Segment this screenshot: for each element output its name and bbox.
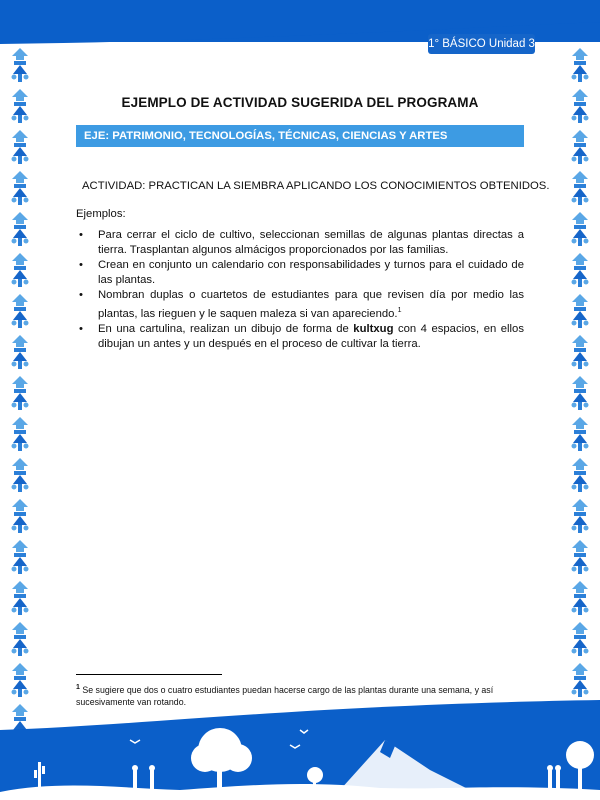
pattern-motif-icon [570,130,590,164]
pattern-motif-icon [570,458,590,492]
list-item: • Nombran duplas o cuartetos de estudiantes para que revisen día por medio las plantas, las rieguen y le saquen maleza si van apareciendo.$^1$ [79,289,524,320]
footnote-ref[interactable]: 1 [397,307,402,314]
pattern-motif-icon [570,581,590,615]
list-item: • Para cerrar el ciclo de cultivo, seleccionan semillas de algunas plantas directas a tierra. Trasplantan algunos almácigos proporcionados por las familias. [79,229,524,256]
pattern-motif-icon [570,212,590,246]
pattern-motif-icon [10,335,30,369]
list-item: • Crean en conjunto un calendario con responsabilidades y turnos para el cuidado de las plantas. [79,259,524,286]
pattern-motif-icon [570,48,590,82]
footnote-divider [76,674,222,675]
pattern-motif-icon [570,417,590,451]
pattern-motif-icon [10,294,30,328]
pattern-motif-icon [10,376,30,410]
pattern-motif-icon [10,581,30,615]
footnote: $^1$ Se sugiere que dos o cuatro estudiantes puedan hacerse cargo de las plantas durante una semana, y así sucesivamente van rotando. [76,684,494,707]
pattern-motif-icon [570,294,590,328]
examples-label: Ejemplos: [76,208,126,220]
bullet-icon: • [79,289,83,301]
bullet-icon: • [79,323,83,335]
pattern-motif-icon [570,335,590,369]
examples-list [76,228,524,352]
pattern-motif-icon [10,253,30,287]
pattern-motif-icon [570,622,590,656]
pattern-motif-icon [570,540,590,574]
right-decorative-border [570,48,590,748]
pattern-motif-icon [570,663,590,697]
pattern-motif-icon [570,376,590,410]
kultxug-term: kultxug [353,323,394,335]
pattern-motif-icon [10,171,30,205]
list-item: • En una cartulina, realizan un dibujo de forma de kultxug con 4 espacios, en ellos dibujan un antes y un después en el proceso de cultivar la tierra. [79,323,524,350]
pattern-motif-icon [10,622,30,656]
bullet-icon: • [79,259,83,271]
pattern-motif-icon [570,499,590,533]
activity-heading: ACTIVIDAD: PRACTICAN LA SIEMBRA APLICANDO LOS CONOCIMIENTOS OBTENIDOS. [82,180,550,192]
pattern-motif-icon [10,130,30,164]
pattern-motif-icon [10,540,30,574]
eje-banner: EJE: PATRIMONIO, TECNOLOGÍAS, TÉCNICAS, CIENCIAS Y ARTES ANCESTRALES [76,125,524,147]
pattern-motif-icon [10,499,30,533]
pattern-motif-icon [570,253,590,287]
bullet-icon: • [79,229,83,241]
pattern-motif-icon [10,458,30,492]
landscape-footer-banner [0,700,600,800]
pattern-motif-icon [10,663,30,697]
pattern-motif-icon [570,171,590,205]
pattern-motif-icon [10,48,30,82]
pattern-motif-icon [570,89,590,123]
pattern-motif-icon [10,212,30,246]
page-title: EJEMPLO DE ACTIVIDAD SUGERIDA DEL PROGRAMA [121,95,479,110]
pattern-motif-icon [10,89,30,123]
pattern-motif-icon [10,417,30,451]
grade-unit-badge: 1° BÁSICO Unidad 3 [428,34,535,54]
footnote-marker: 1 [76,684,80,691]
left-decorative-border [10,48,30,748]
